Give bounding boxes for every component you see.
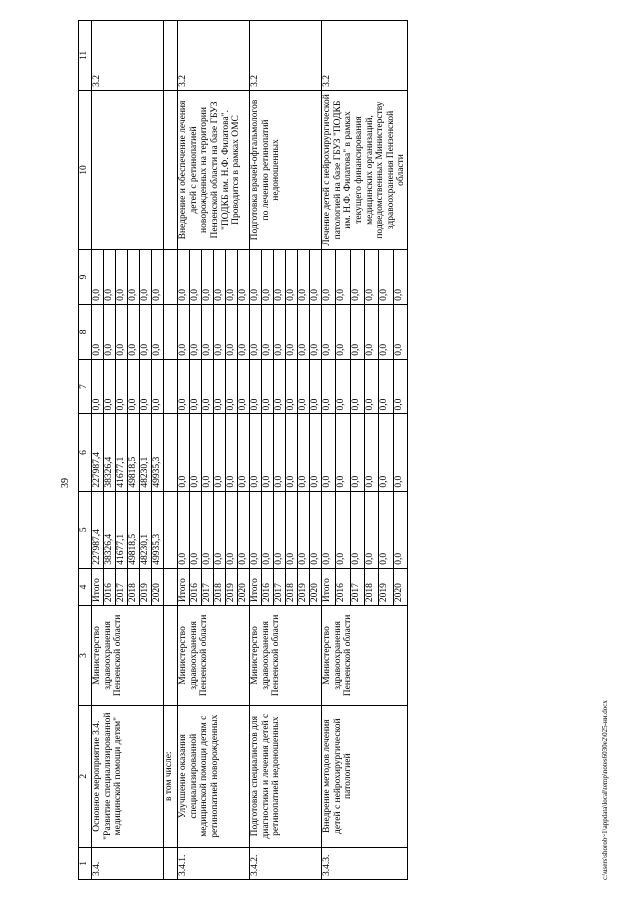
value-cell: 0,0 [262,250,274,305]
value-cell: 0,0 [350,304,364,359]
value-cell: 0,0 [190,250,202,305]
expected-result: Внедрение и обеспечение лечения детей с ретинопатией новорожденных на территории Пензенской области на базе ГБУЗ "ПОДКБ им. Н.Ф. Филатова". Проводится в рамках ОМС [178,90,250,249]
value-cell: 0,0 [104,304,116,359]
value-cell: 0,0 [104,359,116,414]
value-cell: 48230,1 [140,414,152,491]
value-cell: 0,0 [364,250,378,305]
year-cell: 2017 [350,568,364,605]
empty-cell [164,606,178,706]
col-header: 4 [79,568,92,605]
year-cell: Итого [322,568,336,605]
year-cell: 2018 [214,568,226,605]
year-cell: Итого [92,568,104,605]
value-cell: 0,0 [322,250,336,305]
value-cell: 0,0 [310,491,322,568]
value-cell: 0,0 [393,304,407,359]
value-cell: 0,0 [364,491,378,568]
value-cell: 0,0 [350,250,364,305]
empty-cell [164,304,178,359]
value-cell: 0,0 [250,359,262,414]
value-cell: 0,0 [274,359,286,414]
program-table [78,20,408,880]
year-cell: 2019 [298,568,310,605]
value-cell: 0,0 [364,359,378,414]
year-cell: 2016 [336,568,350,605]
value-cell: 0,0 [226,359,238,414]
year-cell: 2019 [140,568,152,605]
indicator-number: 3.2 [322,21,408,91]
value-cell: 0,0 [262,491,274,568]
value-cell: 0,0 [336,359,350,414]
year-cell: 2020 [310,568,322,605]
section-number: 3.4. [92,847,164,879]
col-header: 7 [79,359,92,414]
in-that-number-label: в том числе: [164,705,178,847]
value-cell: 0,0 [214,491,226,568]
value-cell: 0,0 [116,359,128,414]
empty-cell [164,414,178,491]
value-cell: 0,0 [250,250,262,305]
value-cell: 0,0 [214,304,226,359]
value-cell: 0,0 [298,491,310,568]
empty-cell [164,250,178,305]
executor: Министерство здравоохранения Пензенской области [178,606,250,706]
year-cell: 2016 [104,568,116,605]
year-cell: 2020 [152,568,164,605]
value-cell: 0,0 [262,304,274,359]
value-cell: 0,0 [286,414,298,491]
value-cell: 0,0 [238,250,250,305]
value-cell: 49818,5 [128,491,140,568]
value-cell: 0,0 [178,414,190,491]
value-cell: 0,0 [350,491,364,568]
value-cell: 227987,4 [92,491,104,568]
value-cell: 0,0 [202,250,214,305]
col-header: 9 [79,250,92,305]
year-cell: 2018 [128,568,140,605]
value-cell: 0,0 [286,304,298,359]
value-cell: 0,0 [190,414,202,491]
value-cell: 0,0 [128,304,140,359]
year-cell: 2019 [226,568,238,605]
value-cell: 49935,3 [152,491,164,568]
col-header: 8 [79,304,92,359]
value-cell: 0,0 [152,304,164,359]
rotated-table-container [78,20,588,880]
value-cell: 0,0 [336,414,350,491]
value-cell: 0,0 [202,304,214,359]
col-header: 3 [79,606,92,706]
value-cell: 0,0 [393,359,407,414]
value-cell: 0,0 [214,359,226,414]
value-cell: 0,0 [238,359,250,414]
value-cell: 0,0 [379,491,393,568]
year-cell: 2020 [393,568,407,605]
value-cell: 0,0 [393,414,407,491]
expected-result [92,90,164,249]
file-path-footer: c:\users\shorob~1\appdata\local\temp\notes6030e2\025-ни.docx [601,700,609,880]
col-header: 1 [79,847,92,879]
year-cell: 2016 [190,568,202,605]
year-cell: 2018 [286,568,298,605]
value-cell: 0,0 [364,414,378,491]
executor: Министерство здравоохранения Пензенской области [322,606,408,706]
col-header: 6 [79,414,92,491]
value-cell: 0,0 [250,414,262,491]
value-cell: 0,0 [262,414,274,491]
value-cell: 0,0 [250,304,262,359]
value-cell: 0,0 [393,491,407,568]
empty-cell [164,491,178,568]
value-cell: 0,0 [364,304,378,359]
value-cell: 227987,4 [92,414,104,491]
value-cell: 0,0 [202,359,214,414]
table-row [178,21,190,880]
col-header: 5 [79,491,92,568]
table-row [92,21,104,880]
value-cell: 0,0 [274,250,286,305]
value-cell: 0,0 [214,414,226,491]
value-cell: 38326,4 [104,491,116,568]
value-cell: 0,0 [238,491,250,568]
table-row [250,21,262,880]
indicator-number: 3.2 [92,21,164,91]
year-cell: 2020 [238,568,250,605]
value-cell: 0,0 [322,491,336,568]
value-cell: 0,0 [322,359,336,414]
value-cell: 0,0 [92,359,104,414]
value-cell: 0,0 [178,359,190,414]
value-cell: 0,0 [128,250,140,305]
value-cell: 0,0 [116,304,128,359]
value-cell: 0,0 [152,250,164,305]
value-cell: 0,0 [310,359,322,414]
value-cell: 0,0 [190,359,202,414]
value-cell: 0,0 [140,304,152,359]
value-cell: 0,0 [298,359,310,414]
expected-result: Подготовка врачей-офтальмологов по лечению ретинопатий недоношенных [250,90,322,249]
value-cell: 0,0 [336,491,350,568]
table-body [92,21,408,880]
value-cell: 41677,1 [116,414,128,491]
value-cell: 0,0 [190,491,202,568]
year-cell: Итого [178,568,190,605]
value-cell: 0,0 [274,414,286,491]
value-cell: 0,0 [104,250,116,305]
value-cell: 38326,4 [104,414,116,491]
value-cell: 0,0 [298,414,310,491]
year-cell: 2017 [274,568,286,605]
value-cell: 0,0 [393,250,407,305]
value-cell: 0,0 [178,491,190,568]
value-cell: 0,0 [128,359,140,414]
table-row [322,21,336,880]
expected-result: Лечение детей с нейрохирургической патологией на базе ГБУЗ "ПОДКБ им. Н.Ф. Филатова" в рамках текущего финансирования медицинских организаций, подведомственных Министерству здравоохранения Пензенской области [322,90,408,249]
empty-cell [164,568,178,605]
value-cell: 0,0 [310,414,322,491]
empty-cell [164,90,178,249]
value-cell: 0,0 [379,304,393,359]
value-cell: 0,0 [310,304,322,359]
activity-name: Улучшение оказания специализированной медицинской помощи детям с ретинопатией новорожденных [178,705,250,847]
page-number: 39 [60,478,71,488]
value-cell: 0,0 [92,304,104,359]
indicator-number: 3.2 [250,21,322,91]
value-cell: 0,0 [350,359,364,414]
value-cell: 0,0 [310,250,322,305]
value-cell: 49935,3 [152,414,164,491]
value-cell: 0,0 [202,491,214,568]
value-cell: 0,0 [116,250,128,305]
value-cell: 0,0 [140,250,152,305]
value-cell: 0,0 [286,491,298,568]
section-number: 3.4.2. [250,847,322,879]
value-cell: 0,0 [214,250,226,305]
column-numbers-row [79,21,92,880]
value-cell: 0,0 [152,359,164,414]
year-cell: 2016 [262,568,274,605]
activity-name: Внедрение методов лечения детей с нейрохирургической патологией [322,705,408,847]
indicator-number: 3.2 [178,21,250,91]
value-cell: 0,0 [178,250,190,305]
executor: Министерство здравоохранения Пензенской области [250,606,322,706]
section-number: 3.4.3. [322,847,408,879]
value-cell: 0,0 [226,414,238,491]
value-cell: 0,0 [274,304,286,359]
value-cell: 41677,1 [116,491,128,568]
activity-name: Подготовка специалистов для диагностики и лечения детей с ретинопатией недоношенных [250,705,322,847]
value-cell: 0,0 [298,304,310,359]
value-cell: 0,0 [322,414,336,491]
col-header: 2 [79,705,92,847]
year-cell: 2017 [116,568,128,605]
empty-cell [164,21,178,91]
value-cell: 0,0 [190,304,202,359]
value-cell: 0,0 [379,359,393,414]
value-cell: 0,0 [350,414,364,491]
value-cell: 0,0 [262,359,274,414]
executor: Министерство здравоохранения Пензенской области [92,606,164,706]
activity-name: Основное мероприятие 3.4. "Развитие специализированной медицинской помощи детям" [92,705,164,847]
year-cell: 2019 [379,568,393,605]
value-cell: 0,0 [322,304,336,359]
value-cell: 0,0 [274,491,286,568]
value-cell: 49818,5 [128,414,140,491]
value-cell: 0,0 [92,250,104,305]
value-cell: 48230,1 [140,491,152,568]
value-cell: 0,0 [140,359,152,414]
year-cell: Итого [250,568,262,605]
value-cell: 0,0 [238,304,250,359]
section-number: 3.4.1. [178,847,250,879]
col-header: 11 [79,21,92,91]
value-cell: 0,0 [226,250,238,305]
value-cell: 0,0 [226,304,238,359]
year-cell: 2017 [202,568,214,605]
value-cell: 0,0 [379,250,393,305]
value-cell: 0,0 [238,414,250,491]
value-cell: 0,0 [336,250,350,305]
value-cell: 0,0 [286,250,298,305]
value-cell: 0,0 [379,414,393,491]
value-cell: 0,0 [298,250,310,305]
col-header: 10 [79,90,92,249]
empty-cell [164,847,178,879]
value-cell: 0,0 [178,304,190,359]
subheader-row [164,21,178,880]
value-cell: 0,0 [226,491,238,568]
value-cell: 0,0 [250,491,262,568]
empty-cell [164,359,178,414]
year-cell: 2018 [364,568,378,605]
value-cell: 0,0 [202,414,214,491]
value-cell: 0,0 [336,304,350,359]
value-cell: 0,0 [286,359,298,414]
